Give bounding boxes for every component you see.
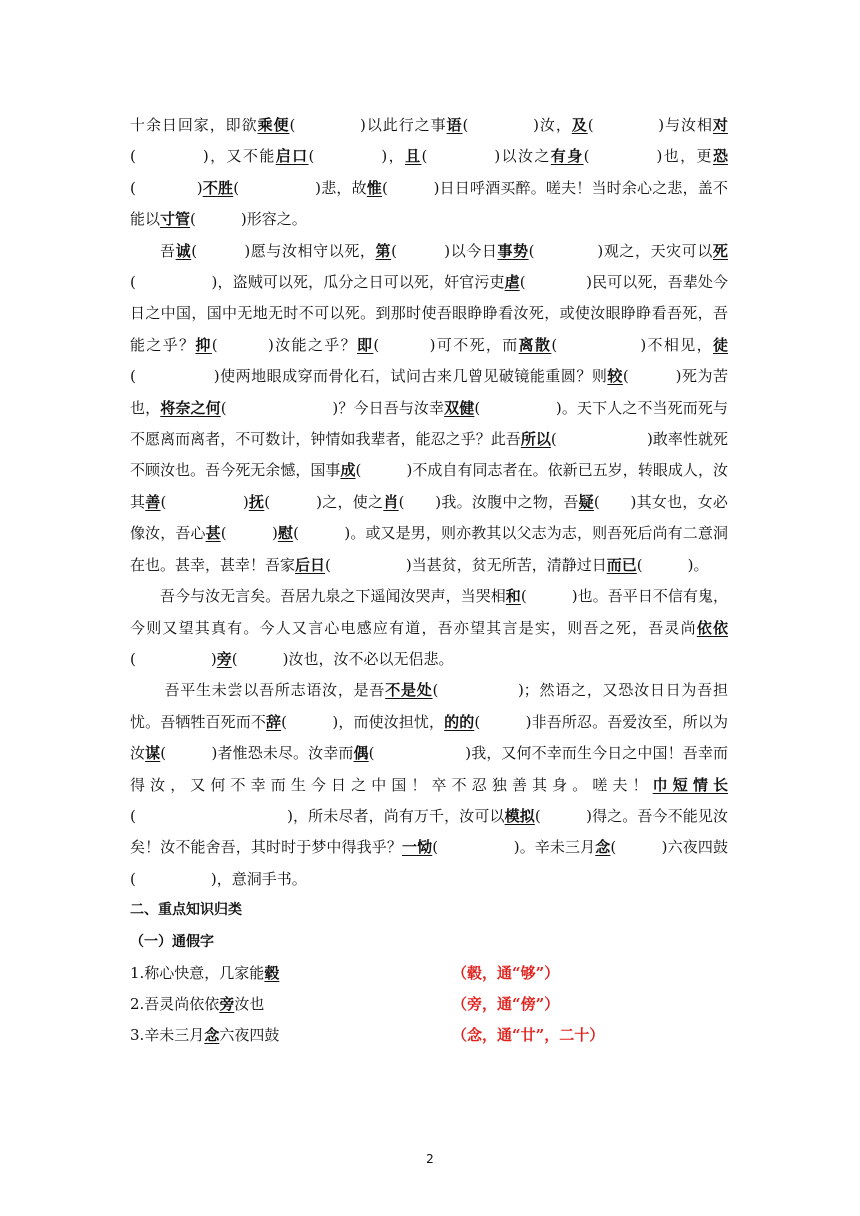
text-run: ( )以今日 (391, 241, 498, 260)
section-heading: 二、重点知识归类 (130, 902, 242, 919)
key-word: 死 (712, 241, 728, 260)
key-word: 抑 (195, 335, 212, 354)
text-run: ( )。辛未三月 (432, 838, 596, 857)
key-word: 辞 (266, 712, 282, 731)
key-word: 念 (204, 1025, 220, 1044)
text-run: ( ) (130, 178, 203, 197)
key-word: 旁 (219, 994, 235, 1013)
key-word: 念 (595, 838, 611, 857)
key-word: 依依 (696, 618, 728, 637)
key-word: 慰 (277, 524, 294, 543)
text-run: ( )死为苦也， (130, 367, 728, 417)
list-item (130, 1020, 728, 1051)
paragraph-4 (130, 675, 728, 895)
key-word: 徒 (712, 335, 728, 354)
text-run: ( )敢率性就死不顾汝也。吾今死无余憾，国事 (130, 430, 728, 480)
text-run: ( )，所未尽者，尚有万千，汝可以 (130, 806, 505, 825)
key-word: 惟 (366, 178, 382, 197)
text-run: ( ) (130, 649, 217, 668)
key-word: 甚 (205, 524, 221, 543)
text-run: 吾今与汝无言矣。吾居九泉之下遥闻汝哭声，当哭相 (160, 587, 506, 606)
key-word: 不胜 (202, 178, 234, 197)
paragraph-1 (130, 110, 728, 236)
key-word: 启口 (275, 147, 309, 166)
key-word: 虐 (504, 273, 520, 292)
text-run: ( )汝能之乎？ (211, 335, 358, 354)
text-run: ( )与汝相 (587, 116, 713, 134)
key-word: 且 (405, 147, 422, 166)
paragraph-2 (130, 236, 728, 581)
text-run: ( )不成自有同志者在。依新已五岁，转眼成人，汝其 (130, 461, 728, 511)
key-word: 疑 (578, 492, 594, 511)
key-word: 肖 (383, 492, 399, 511)
text-run: ( )得之。吾今不能见汝矣！汝不能舍吾，其时时于梦中得我乎？ (130, 806, 728, 857)
key-word: 和 (505, 587, 521, 606)
text-run: ( )汝， (462, 116, 572, 134)
text-run: ( ) (220, 524, 278, 543)
text-run: ( )可不死，而 (373, 335, 519, 354)
text-run: ( )， (308, 147, 406, 166)
text-run: ( )。天下人之不当死而死与不愿离而离者，不可数计，钟情如我辈者，能忍之乎？此吾 (130, 398, 728, 449)
text-run: ( )我。汝腹中之物，吾 (398, 492, 579, 511)
key-word: 有身 (550, 147, 584, 166)
sub-heading: （一）通假字 (130, 933, 214, 950)
item-sentence: 3.辛未三月念六夜四鼓 (130, 1025, 280, 1044)
item-answer: （毂，通“够”） (452, 963, 560, 982)
key-word: 乘便 (257, 116, 290, 134)
key-word: 模拟 (504, 806, 535, 825)
text-run: ( )愿与汝相守以死， (191, 241, 376, 260)
text-run: 吾平生未尝以吾所志语汝，是吾 (164, 681, 386, 700)
text-run: ( )也，更 (583, 147, 713, 166)
text-run: ( )其女也，女必像汝，吾心 (130, 492, 728, 543)
list-item (130, 958, 728, 989)
text-run: ( )。或又是男，则亦教其以父志为志，则吾死后尚有二意洞在也。甚幸，甚幸！吾家 (130, 524, 728, 574)
item-answer: （念，通“廿”，二十） (452, 1025, 605, 1044)
key-word: 成 (340, 461, 356, 480)
key-word: 即 (357, 335, 374, 354)
text-run: ( )形容之。 (190, 210, 307, 229)
text-run: 吾 (160, 241, 176, 260)
text-run: ( )不相见， (551, 335, 713, 354)
text-run: ( )悲，故 (233, 178, 367, 197)
key-word: 对 (712, 116, 728, 134)
key-word: 恐 (712, 147, 728, 166)
text-run: ( )以此行之事 (289, 116, 447, 134)
key-word: 善 (145, 492, 161, 511)
text-run: ( ) (160, 492, 249, 511)
key-word: 谋 (145, 744, 161, 763)
key-word: 所以 (520, 430, 551, 449)
item-sentence: 1.称心快意，几家能毂 (130, 963, 280, 982)
text-run: 十余日回家，即欲 (130, 116, 258, 134)
text-run: ( )民可以死，吾辈处今日之中国，国中无地无时不可以死。到那时使吾眼睁睁看汝死，或使汝眼睁睁看吾死，吾能之乎？ (130, 273, 728, 354)
key-word: 诚 (175, 241, 192, 260)
key-word: 将奈之何 (160, 398, 221, 417)
text-run: ( )我，又何不幸而生今日之中国！吾幸而得汝，又何不幸而生今日之中国！卒不忍独善其身。嗟夫！ (130, 744, 728, 794)
list-item (130, 989, 728, 1020)
text-run: ( )，而使汝担忧， (281, 712, 445, 731)
text-run: ( )六夜四鼓( )，意洞手书。 (130, 838, 728, 888)
text-run: ( )，盗贼可以死，瓜分之日可以死，奸官污吏 (130, 273, 505, 292)
key-word: 而已 (606, 555, 637, 574)
text-run: ( )也。吾平日不信有鬼，今则又望其真有。今人又言心电感应有道，吾亦望其言是实，则吾之死，吾灵尚 (130, 587, 728, 637)
key-word: 的的 (444, 712, 475, 731)
text-run: ( )当甚贫，贫无所苦，清静过日 (325, 555, 607, 574)
key-word: 较 (607, 367, 623, 386)
text-run: ( )观之，天灾可以 (528, 241, 713, 260)
item-answer: （旁，通“傍”） (452, 994, 560, 1013)
key-word: 抚 (248, 492, 265, 511)
key-word: 后日 (295, 555, 326, 574)
paragraph-3 (130, 581, 728, 675)
text-run: ( )以汝之 (421, 147, 551, 166)
page-number: 2 (426, 1152, 434, 1166)
text-run: ( )汝也，汝不必以无侣悲。 (231, 649, 454, 668)
item-sentence: 2.吾灵尚依依旁汝也 (130, 994, 265, 1013)
text-run: ( )，又不能 (130, 147, 276, 166)
key-word: 旁 (216, 649, 232, 668)
document-body (130, 110, 728, 1051)
key-word: 巾短情长 (652, 775, 728, 794)
text-run: ( )者惟恐未尽。汝幸而 (160, 744, 354, 763)
text-run: ( )非吾所忍。吾爱汝至，所以为汝 (130, 712, 728, 763)
text-run: ( )；然语之，又恐汝日日为吾担忧。吾牺牲百死而不 (130, 681, 728, 731)
key-word: 事势 (497, 241, 529, 260)
key-word: 双健 (444, 398, 475, 417)
key-word: 离散 (518, 335, 552, 354)
key-word: 寸管 (160, 210, 191, 229)
key-word: 一恸 (401, 838, 433, 857)
key-word: 毂 (264, 963, 280, 982)
key-word: 不是处 (385, 681, 433, 700)
key-word: 语 (446, 116, 463, 134)
text-run: ( )。 (636, 555, 709, 574)
key-word: 及 (571, 116, 588, 134)
text-run: ( )使两地眼成穿而骨化石，试问古来几曾见破镜能重圆？则 (130, 367, 608, 386)
key-word: 偶 (353, 744, 369, 763)
text-run: ( )之，使之 (264, 492, 384, 511)
text-run: ( )？今日吾与汝幸 (220, 398, 445, 417)
key-word: 第 (375, 241, 392, 260)
text-run: ( )日日呼酒买醉。嗟夫！当时余心之悲，盖不能以 (130, 178, 728, 229)
